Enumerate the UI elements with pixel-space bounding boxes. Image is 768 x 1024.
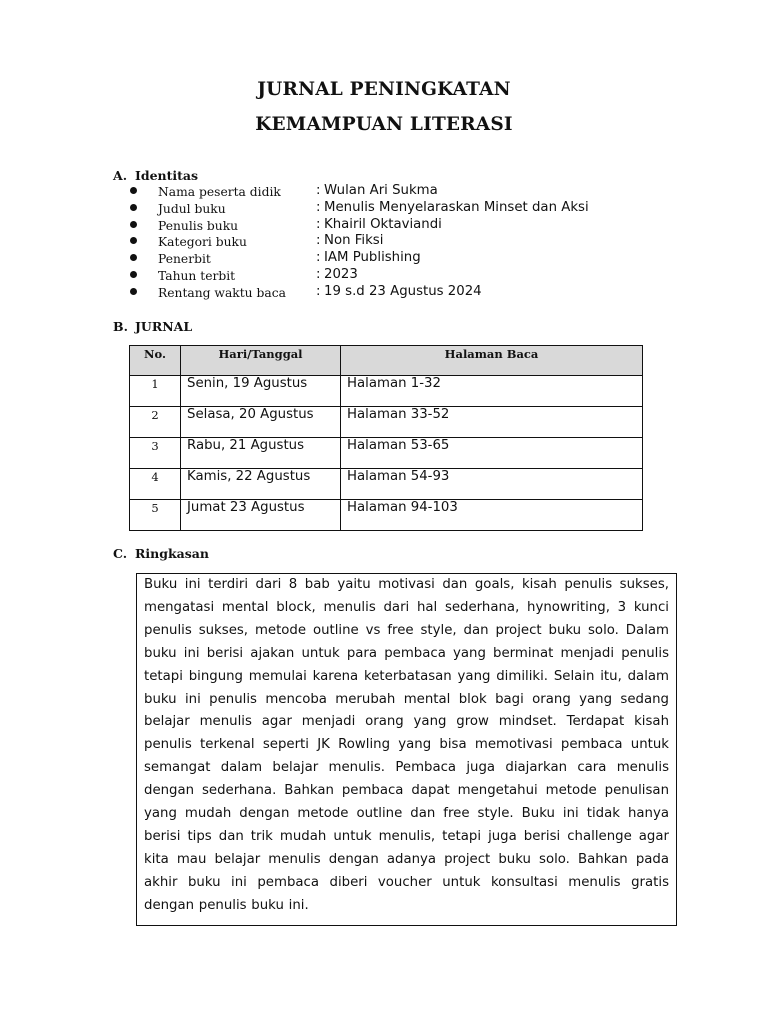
document-title-line1: JURNAL PENINGKATAN	[257, 79, 511, 100]
cell-pages: Halaman 33-52	[341, 407, 643, 438]
table-row	[130, 407, 643, 438]
table-header-row	[130, 346, 643, 376]
table-row	[130, 500, 643, 531]
colon-separator: :	[316, 199, 321, 215]
identitas-label: Judul buku	[158, 201, 226, 216]
document-title-line2: KEMAMPUAN LITERASI	[255, 114, 513, 135]
cell-date: Rabu, 21 Agustus	[181, 438, 341, 469]
identitas-label: Nama peserta didik	[158, 185, 281, 199]
identitas-value: 19 s.d 23 Agustus 2024	[324, 283, 482, 299]
identitas-label: Penerbit	[158, 252, 211, 267]
colon-separator: :	[316, 216, 321, 232]
identitas-value: Non Fiksi	[324, 233, 384, 249]
identitas-label: Kategori buku	[158, 235, 247, 250]
cell-pages: Halaman 54-93	[341, 469, 643, 500]
cell-date: Senin, 19 Agustus	[181, 376, 341, 407]
summary-text: Buku ini terdiri dari 8 bab yaitu motivasi dan goals, kisah penulis sukses, mengatasi mental block, menulis dari hal sederhana, hynowriting, 3 kunci penulis sukses, metode outline vs free style, dan project buku solo. Dalam buku ini berisi ajakan untuk para pembaca yang berminat menjadi penulis tetapi bingung memulai karena keterbatasan yang dimiliki. Selain itu, dalam buku ini penulis mencoba merubah mental blok bagi orang yang sedang belajar menulis agar menjadi orang yang grow mindset. Terdapat kisah penulis terkenal seperti JK Rowling yang bisa memotivasi pembaca untuk semangat dalam belajar menulis. Pembaca juga diajarkan cara menulis dengan sederhana. Bahkan pembaca dapat mengetahui metode penulisan yang mudah dengan metode outline dan free style. Buku ini tidak hanya berisi tips dan trik mudah untuk menulis, tetapi juga berisi challenge agar kita mau belajar menulis dengan adanya project buku solo. Bahkan pada akhir buku ini pembaca diberi voucher untuk konsultasi menulis gratis dengan penulis buku ini.	[144, 577, 669, 913]
colon-separator: :	[316, 266, 321, 282]
identitas-value: Khairil Oktaviandi	[324, 216, 442, 232]
summary-box	[136, 573, 677, 926]
bullet-icon	[130, 288, 137, 295]
cell-pages: Halaman 94-103	[341, 500, 643, 531]
table-row	[130, 469, 643, 500]
colon-separator: :	[316, 183, 321, 198]
bullet-icon	[130, 237, 137, 244]
bullet-icon	[130, 221, 137, 228]
column-header-no: No.	[130, 346, 181, 376]
cell-no: 1	[130, 376, 181, 407]
bullet-icon	[130, 187, 137, 194]
colon-separator: :	[316, 233, 321, 249]
colon-separator: :	[316, 283, 321, 299]
identitas-label: Penulis buku	[158, 218, 239, 233]
identitas-value: Wulan Ari Sukma	[324, 183, 438, 198]
jurnal-table	[129, 345, 643, 531]
section-letter: A.	[113, 168, 128, 183]
bullet-icon	[130, 204, 137, 211]
cell-no: 5	[130, 500, 181, 531]
column-header-date: Hari/Tanggal	[181, 346, 341, 376]
colon-separator: :	[316, 250, 321, 266]
section-title: Identitas	[135, 168, 199, 183]
section-letter: C.	[113, 546, 128, 561]
section-letter: B.	[113, 319, 128, 334]
cell-date: Jumat 23 Agustus	[181, 500, 341, 531]
identitas-value: Menulis Menyelaraskan Minset dan Aksi	[324, 199, 589, 215]
bullet-icon	[130, 271, 137, 278]
cell-no: 3	[130, 438, 181, 469]
cell-no: 4	[130, 469, 181, 500]
section-title: Ringkasan	[135, 546, 209, 561]
cell-no: 2	[130, 407, 181, 438]
table-row	[130, 438, 643, 469]
bullet-icon	[130, 254, 137, 261]
column-header-pages: Halaman Baca	[341, 346, 643, 376]
identitas-value: IAM Publishing	[324, 250, 421, 266]
cell-pages: Halaman 1-32	[341, 376, 643, 407]
section-jurnal-heading	[113, 319, 192, 334]
cell-date: Kamis, 22 Agustus	[181, 469, 341, 500]
identitas-value: 2023	[324, 266, 358, 282]
identitas-label: Rentang waktu baca	[158, 285, 286, 300]
cell-pages: Halaman 53-65	[341, 438, 643, 469]
section-title: JURNAL	[135, 319, 193, 334]
table-row	[130, 376, 643, 407]
cell-date: Selasa, 20 Agustus	[181, 407, 341, 438]
identitas-label: Tahun terbit	[158, 268, 236, 283]
section-ringkasan-heading	[113, 546, 209, 561]
section-identitas-heading	[113, 168, 198, 183]
